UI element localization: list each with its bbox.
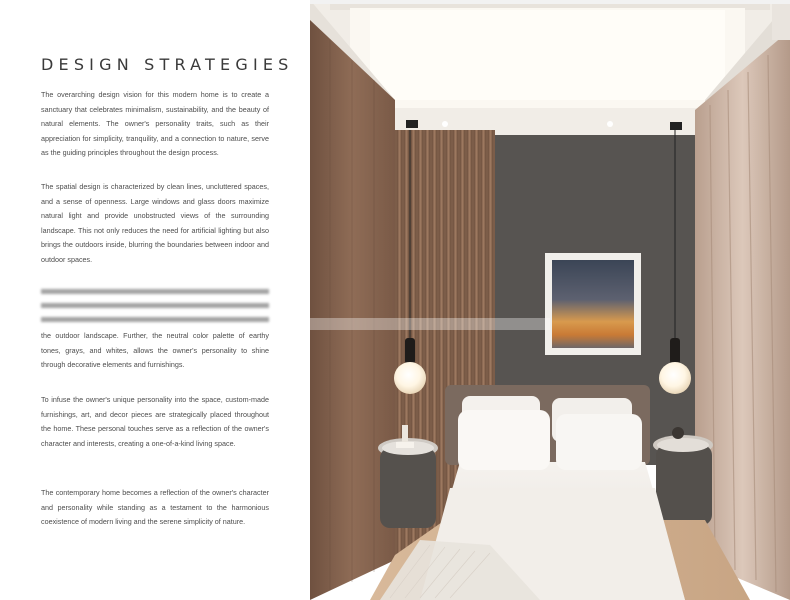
blurred-text-block xyxy=(41,287,269,327)
paragraph-5: The contemporary home becomes a reflection of the owner's character and personality while standing as a testament to the harmonious coexistence of modern living and the serene simplicity of nature. xyxy=(41,488,269,526)
wood-slat xyxy=(439,130,444,570)
blurred-text-lines xyxy=(41,287,269,327)
pendant-light-right xyxy=(659,362,691,394)
top-border xyxy=(310,0,790,4)
page-title: DESIGN STRATEGIES xyxy=(41,54,294,74)
text-column xyxy=(0,0,310,600)
paragraph-3: the outdoor landscape. Further, the neutral color palette of earthy tones, grays, and whites, allows the owner's personality to shine through decorative elements and furnishings. xyxy=(41,331,269,369)
paragraph-2: The spatial design is characterized by clean lines, uncluttered spaces, and a sense of openness. Large windows and glass doors maximize natural light and provide unobstructed views of the surrounding landscape. This not only reduces the need for artificial lighting but also brings the outdoors inside, blurring the boundaries between indoor and outdoor spaces. xyxy=(41,182,269,264)
bedroom-illustration xyxy=(310,0,790,600)
paragraph-4: To infuse the owner's unique personality into the space, custom-made furnishings, art, and decor pieces are strategically placed throughout the home. These personal touches serve as a reflection of the owner's character and interests, creating a one-of-a-kind living space. xyxy=(41,395,269,448)
pendant-light-left xyxy=(394,362,426,394)
paragraph-1: The overarching design vision for this modern home is to create a sanctuary that celebrates minimalism, sustainability, and the beauty of natural elements. The owner's personality traits, such as their appreciation for simplicity, tranquility, and a connection to nature, serve as the guiding principles throughout the design process. xyxy=(41,90,269,157)
bedroom-rendering xyxy=(310,0,790,600)
sunset-painting xyxy=(552,260,634,348)
